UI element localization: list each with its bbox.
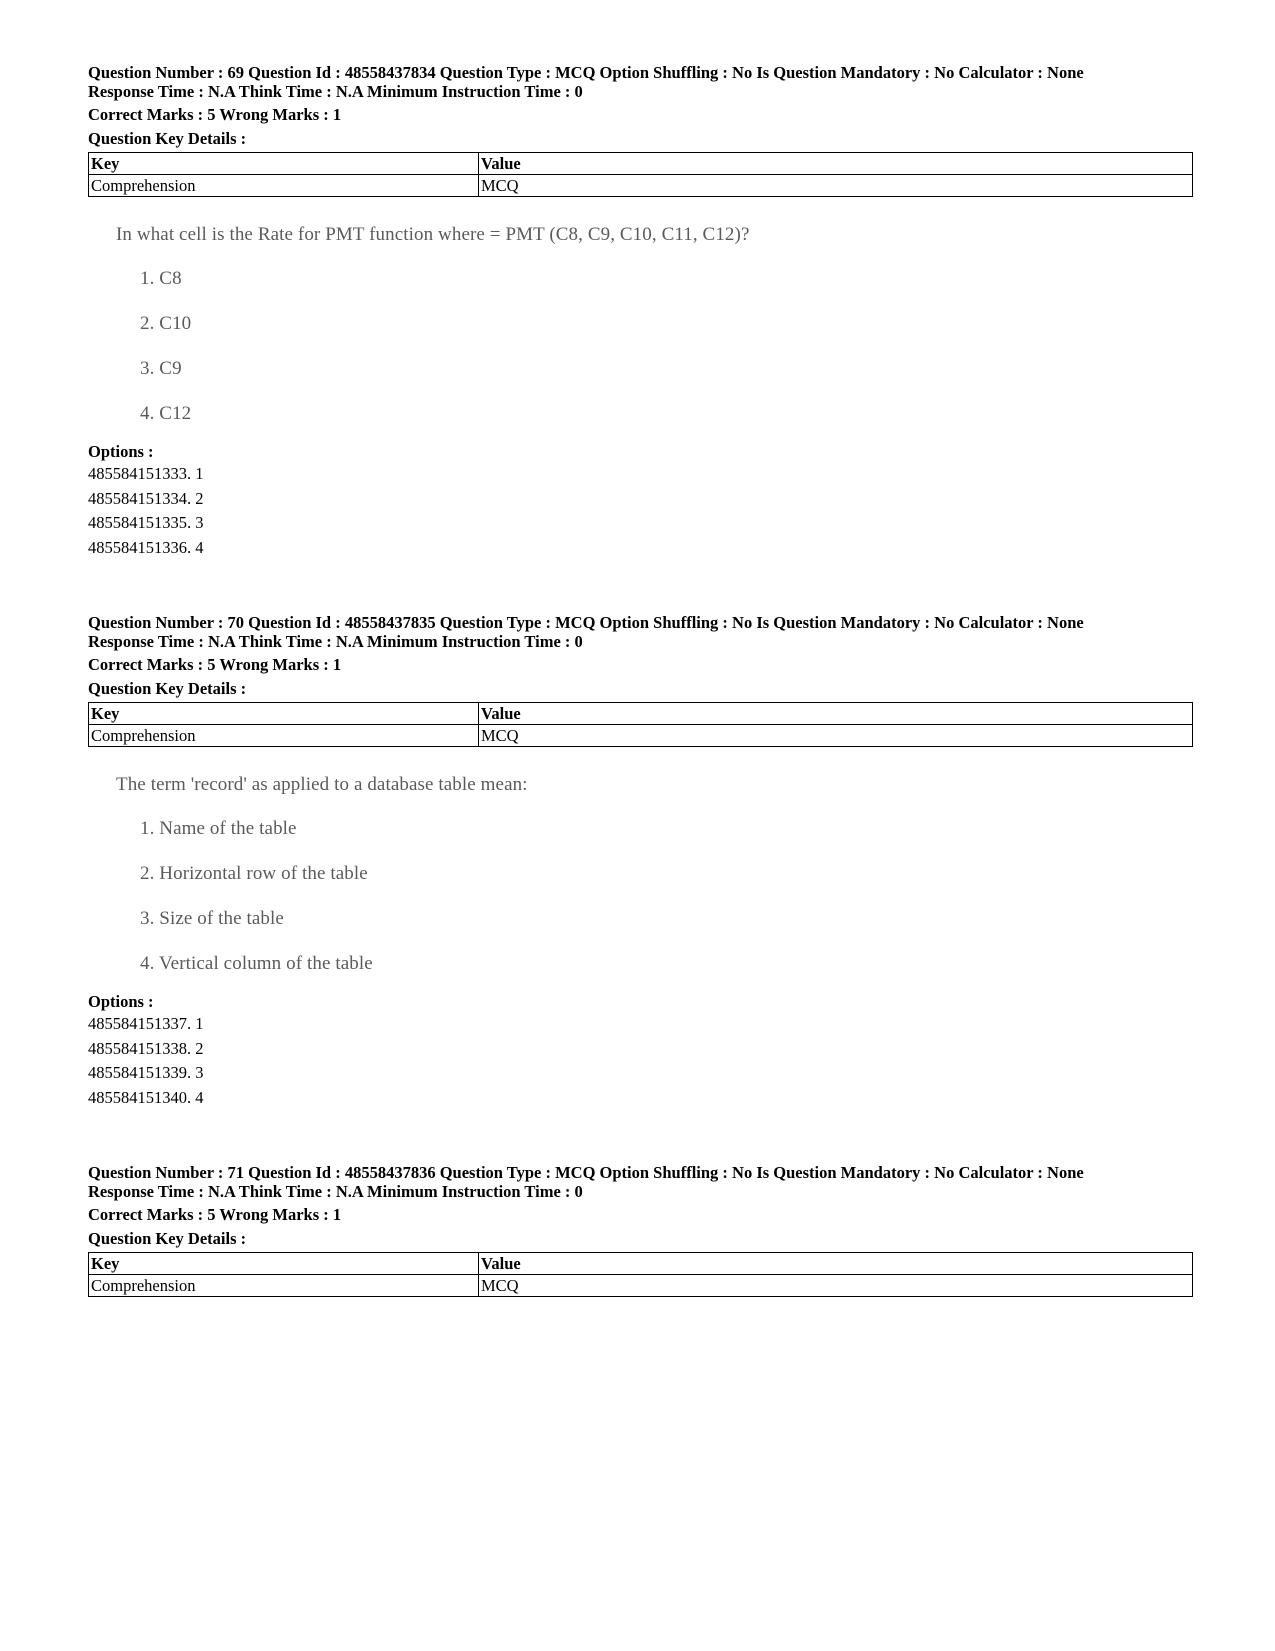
- key-details-label: Question Key Details :: [88, 1229, 247, 1248]
- choice-item: 4. C12: [140, 403, 192, 424]
- table-header-row: [89, 1253, 1193, 1275]
- row-value: MCQ: [479, 175, 1193, 197]
- choice-item: 1. C8: [140, 268, 182, 289]
- option-item: 485584151340. 4: [88, 1087, 204, 1107]
- marks-line: Correct Marks : 5 Wrong Marks : 1: [88, 655, 342, 674]
- question-71: [88, 1163, 1193, 1297]
- choice-item: 2. C10: [140, 313, 192, 334]
- question-meta-line: Question Number : 71 Question Id : 48558437836 Question Type : MCQ Option Shuffling : No Is Question Mandatory : No Calculator : None: [88, 1163, 1084, 1182]
- option-item: 485584151339. 3: [88, 1063, 204, 1082]
- header-value: Value: [479, 703, 1193, 725]
- choice-item: 2. Horizontal row of the table: [140, 863, 368, 884]
- table-row: [89, 725, 1193, 747]
- options-label: Options :: [88, 992, 154, 1011]
- question-text: The term 'record' as applied to a database table mean:: [116, 774, 528, 795]
- row-value: MCQ: [479, 1275, 1193, 1297]
- header-key: Key: [89, 153, 479, 175]
- question-69: [88, 63, 1193, 560]
- choice-item: 3. C9: [140, 358, 182, 379]
- question-header: [88, 1163, 1193, 1201]
- header-value: Value: [479, 153, 1193, 175]
- question-meta-line: Question Number : 70 Question Id : 48558437835 Question Type : MCQ Option Shuffling : No Is Question Mandatory : No Calculator : None: [88, 613, 1084, 632]
- option-item: 485584151334. 2: [88, 488, 204, 508]
- choice-item: 1. Name of the table: [140, 818, 297, 839]
- row-key: Comprehension: [89, 1275, 479, 1297]
- question-header: [88, 613, 1193, 651]
- row-key: Comprehension: [89, 175, 479, 197]
- question-meta-line: Question Number : 69 Question Id : 48558437834 Question Type : MCQ Option Shuffling : No Is Question Mandatory : No Calculator : None: [88, 63, 1084, 82]
- options-label: Options :: [88, 442, 154, 461]
- table-header-row: [89, 153, 1193, 175]
- question-timing-line: Response Time : N.A Think Time : N.A Minimum Instruction Time : 0: [88, 632, 583, 651]
- option-item: 485584151335. 3: [88, 513, 204, 532]
- options-list: [88, 462, 1193, 560]
- key-details-table: [88, 702, 1193, 747]
- key-details-label: Question Key Details :: [88, 679, 247, 698]
- key-details-table: [88, 1252, 1193, 1297]
- option-item: 485584151336. 4: [88, 537, 204, 557]
- marks-line: Correct Marks : 5 Wrong Marks : 1: [88, 105, 342, 124]
- key-details-table: [88, 152, 1193, 197]
- table-row: [89, 1275, 1193, 1297]
- choice-list: [140, 267, 1193, 426]
- question-image: [116, 223, 1193, 426]
- row-key: Comprehension: [89, 725, 479, 747]
- option-item: 485584151337. 1: [88, 1014, 204, 1033]
- choice-list: [140, 817, 1193, 976]
- header-key: Key: [89, 1253, 479, 1275]
- question-timing-line: Response Time : N.A Think Time : N.A Minimum Instruction Time : 0: [88, 1182, 583, 1201]
- option-item: 485584151333. 1: [88, 464, 204, 483]
- question-image: [116, 773, 1193, 976]
- key-details-label: Question Key Details :: [88, 129, 247, 148]
- choice-item: 4. Vertical column of the table: [140, 953, 373, 974]
- table-row: [89, 175, 1193, 197]
- question-70: [88, 613, 1193, 1110]
- row-value: MCQ: [479, 725, 1193, 747]
- question-timing-line: Response Time : N.A Think Time : N.A Minimum Instruction Time : 0: [88, 82, 583, 101]
- header-key: Key: [89, 703, 479, 725]
- choice-item: 3. Size of the table: [140, 908, 284, 929]
- marks-line: Correct Marks : 5 Wrong Marks : 1: [88, 1205, 342, 1224]
- question-header: [88, 63, 1193, 101]
- options-list: [88, 1012, 1193, 1110]
- option-item: 485584151338. 2: [88, 1038, 204, 1058]
- question-text: In what cell is the Rate for PMT function where = PMT (C8, C9, C10, C11, C12)?: [116, 224, 750, 245]
- header-value: Value: [479, 1253, 1193, 1275]
- table-header-row: [89, 703, 1193, 725]
